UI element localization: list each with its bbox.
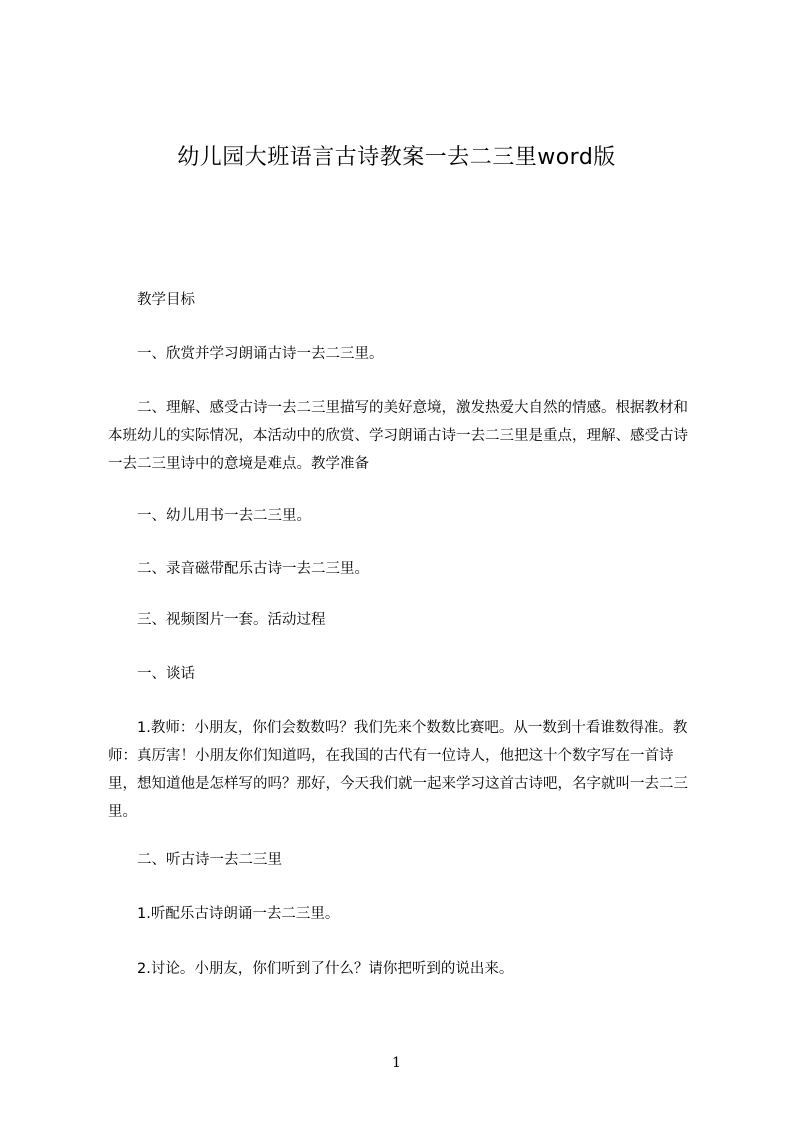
paragraph-section-talk: 一、谈话: [137, 666, 195, 682]
paragraph-section-listen: 二、听古诗一去二三里: [137, 852, 282, 868]
paragraph-prep-1: 一、幼儿用书一去二三里。: [137, 508, 311, 524]
paragraph-goal-2: 二、理解、感受古诗一去二三里描写的美好意境，激发热爱大自然的情感。根据教材和本班幼儿的实际情况，本活动中的欣赏、学习朗诵古诗一去二三里是重点，理解、感受古诗一去二三里诗中的意境是难点。教学准备: [108, 400, 688, 472]
document-title: 幼儿园大班语言古诗教案一去二三里word版: [177, 145, 616, 170]
paragraph-prep-2: 二、录音磁带配乐古诗一去二三里。: [137, 561, 369, 577]
paragraph-talk-1: 1.教师：小朋友，你们会数数吗？我们先来个数数比赛吧。从一数到十看谁数得准。教师：真厉害！小朋友你们知道吗，在我国的古代有一位诗人，他把这十个数字写在一首诗里，想知道他是怎样写的吗？那好，今天我们就一起来学习这首古诗吧，名字就叫一去二三里。: [108, 720, 688, 820]
paragraph-goal-1: 一、欣赏并学习朗诵古诗一去二三里。: [137, 346, 384, 362]
page-number: 1: [392, 1055, 401, 1071]
paragraph-prep-3: 三、视频图片一套。活动过程: [137, 612, 326, 628]
paragraph-listen-2: 2.讨论。小朋友，你们听到了什么？请你把听到的说出来。: [137, 961, 514, 977]
paragraph-listen-1: 1.听配乐古诗朗诵一去二三里。: [137, 906, 340, 922]
paragraph-teaching-goals-heading: 教学目标: [137, 292, 195, 308]
